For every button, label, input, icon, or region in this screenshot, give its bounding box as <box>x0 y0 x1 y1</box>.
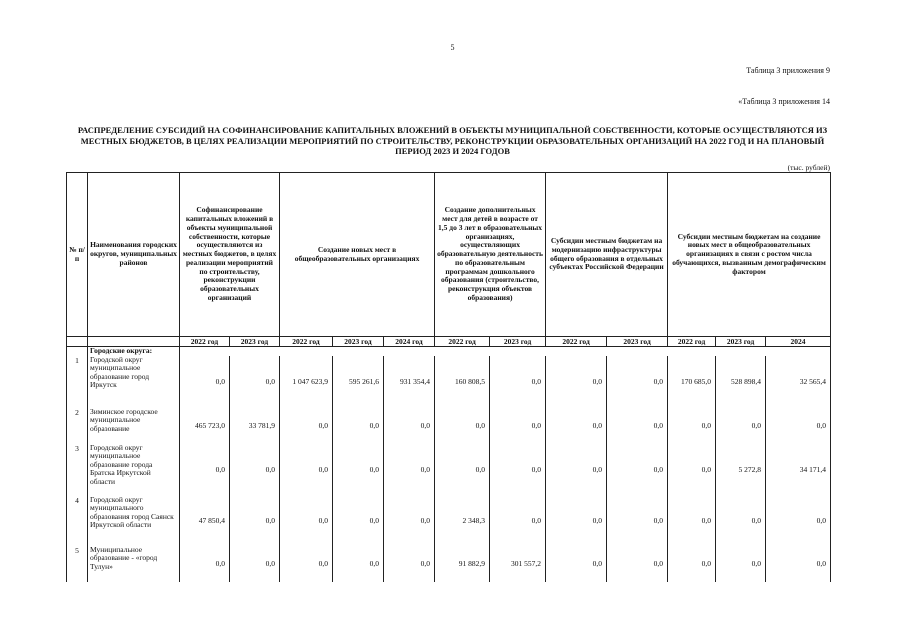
value-cell: 0,0 <box>546 546 607 582</box>
value-cell: 0,0 <box>230 546 280 582</box>
value-cell: 0,0 <box>490 408 546 444</box>
value-cell: 0,0 <box>230 444 280 496</box>
value-cell: 47 850,4 <box>180 496 230 546</box>
value-cell: 0,0 <box>716 408 766 444</box>
year-header: 2022 год <box>546 337 607 347</box>
year-header: 2023 год <box>490 337 546 347</box>
value-cell: 0,0 <box>435 408 490 444</box>
value-cell: 0,0 <box>180 546 230 582</box>
year-blank <box>67 337 88 347</box>
municipality-name: Городской округ муниципальное образование город Иркутск <box>88 356 180 408</box>
year-header: 2022 год <box>435 337 490 347</box>
group-num-cell <box>67 347 88 356</box>
subsidy-table <box>66 172 831 582</box>
year-header: 2023 год <box>333 337 384 347</box>
value-cell: 0,0 <box>180 356 230 408</box>
value-cell: 0,0 <box>280 408 333 444</box>
year-header: 2023 год <box>716 337 766 347</box>
value-cell: 0,0 <box>333 546 384 582</box>
value-cell: 0,0 <box>766 496 831 546</box>
value-cell: 0,0 <box>668 444 716 496</box>
value-cell: 160 808,5 <box>435 356 490 408</box>
value-cell: 170 685,0 <box>668 356 716 408</box>
value-cell: 5 272,8 <box>716 444 766 496</box>
value-cell: 0,0 <box>766 546 831 582</box>
year-header: 2024 <box>766 337 831 347</box>
value-cell: 0,0 <box>668 546 716 582</box>
year-header: 2023 год <box>230 337 280 347</box>
value-cell: 0,0 <box>490 496 546 546</box>
group-spacer <box>180 347 831 356</box>
value-cell: 528 898,4 <box>716 356 766 408</box>
value-cell: 0,0 <box>546 444 607 496</box>
value-cell: 301 557,2 <box>490 546 546 582</box>
value-cell: 0,0 <box>546 496 607 546</box>
page-number: 5 <box>450 43 455 52</box>
year-header: 2023 год <box>607 337 668 347</box>
appendix-reference-1: Таблица 3 приложения 9 <box>746 66 830 75</box>
value-cell: 0,0 <box>546 408 607 444</box>
table-row <box>67 546 831 582</box>
value-cell: 0,0 <box>607 356 668 408</box>
value-cell: 0,0 <box>607 408 668 444</box>
value-cell: 931 354,4 <box>384 356 435 408</box>
header-group-new-places: Создание новых мест в общеобразовательных организациях <box>280 173 435 337</box>
value-cell: 0,0 <box>333 408 384 444</box>
value-cell: 0,0 <box>435 444 490 496</box>
value-cell: 0,0 <box>607 496 668 546</box>
header-group-demographic: Субсидии местным бюджетам на создание новых мест в общеобразовательных организациях в связи с ростом числа обучающихся, вызванным демографическим фактором <box>668 173 831 337</box>
row-number: 4 <box>67 496 88 546</box>
header-group-modernization: Субсидии местным бюджетам на модернизацию инфраструктуры общего образования в отдельных субъектах Российской Федерации <box>546 173 668 337</box>
value-cell: 0,0 <box>280 444 333 496</box>
header-num: № п/п <box>67 173 88 337</box>
value-cell: 0,0 <box>384 496 435 546</box>
value-cell: 0,0 <box>230 496 280 546</box>
municipality-name: Зиминское городское муниципальное образование <box>88 408 180 444</box>
value-cell: 0,0 <box>333 444 384 496</box>
value-cell: 0,0 <box>607 546 668 582</box>
municipality-name: Городской округ муниципального образования город Саянск Иркутской области <box>88 496 180 546</box>
document-title: РАСПРЕДЕЛЕНИЕ СУБСИДИЙ НА СОФИНАНСИРОВАНИЕ КАПИТАЛЬНЫХ ВЛОЖЕНИЙ В ОБЪЕКТЫ МУНИЦИПАЛЬНОЙ СОБСТВЕННОСТИ, КОТОРЫЕ ОСУЩЕСТВЛЯЮТСЯ ИЗ МЕСТНЫХ БЮДЖЕТОВ, В ЦЕЛЯХ РЕАЛИЗАЦИИ МЕРОПРИЯТИЙ ПО СТРОИТЕЛЬСТВУ, РЕКОНСТРУКЦИИ ОБРАЗОВАТЕЛЬНЫХ ОРГАНИЗАЦИЙ НА 2022 ГОД И НА ПЛАНОВЫЙ ПЕРИОД 2023 И 2024 ГОДОВ <box>77 125 828 156</box>
value-cell: 2 348,3 <box>435 496 490 546</box>
header-group-preschool: Создание дополнительных мест для детей в возрасте от 1,5 до 3 лет в образовательных организациях, осуществляющих образовательную деятельность по образовательным программам дошкольного образования (строительство, реконструкция объектов образования) <box>435 173 546 337</box>
municipality-name: Муниципальное образование - «город Тулун» <box>88 546 180 582</box>
municipality-name: Городской округ муниципальное образование города Братска Иркутской области <box>88 444 180 496</box>
header-name: Наименования городских округов, муниципальных районов <box>88 173 180 337</box>
header-group-cofinancing: Софинансирование капитальных вложений в объекты муниципальной собственности, которые осуществляются из местных бюджетов, в целях реализации мероприятий по строительству, реконструкции образовательных организаций <box>180 173 280 337</box>
value-cell: 32 565,4 <box>766 356 831 408</box>
value-cell: 595 261,6 <box>333 356 384 408</box>
value-cell: 0,0 <box>333 496 384 546</box>
year-header: 2022 год <box>668 337 716 347</box>
value-cell: 0,0 <box>607 444 668 496</box>
row-number: 5 <box>67 546 88 582</box>
value-cell: 0,0 <box>280 496 333 546</box>
value-cell: 0,0 <box>384 408 435 444</box>
value-cell: 0,0 <box>546 356 607 408</box>
value-cell: 0,0 <box>384 546 435 582</box>
value-cell: 0,0 <box>668 408 716 444</box>
table-row <box>67 356 831 408</box>
row-number: 1 <box>67 356 88 408</box>
year-header: 2024 год <box>384 337 435 347</box>
appendix-reference-2: «Таблица 3 приложения 14 <box>738 97 830 106</box>
value-cell: 91 882,9 <box>435 546 490 582</box>
value-cell: 0,0 <box>668 496 716 546</box>
group-label: Городские округа: <box>88 347 180 356</box>
year-header: 2022 год <box>180 337 230 347</box>
row-number: 3 <box>67 444 88 496</box>
row-number: 2 <box>67 408 88 444</box>
value-cell: 0,0 <box>766 408 831 444</box>
value-cell: 1 047 623,9 <box>280 356 333 408</box>
value-cell: 0,0 <box>716 496 766 546</box>
value-cell: 0,0 <box>230 356 280 408</box>
value-cell: 0,0 <box>384 444 435 496</box>
value-cell: 33 781,9 <box>230 408 280 444</box>
year-header: 2022 год <box>280 337 333 347</box>
value-cell: 0,0 <box>180 444 230 496</box>
value-cell: 465 723,0 <box>180 408 230 444</box>
value-cell: 0,0 <box>490 356 546 408</box>
table-row <box>67 496 831 546</box>
year-blank <box>88 337 180 347</box>
value-cell: 0,0 <box>490 444 546 496</box>
value-cell: 34 171,4 <box>766 444 831 496</box>
table-row <box>67 408 831 444</box>
value-cell: 0,0 <box>716 546 766 582</box>
value-cell: 0,0 <box>280 546 333 582</box>
units-note: (тыс. рублей) <box>787 163 830 172</box>
table-row <box>67 444 831 496</box>
